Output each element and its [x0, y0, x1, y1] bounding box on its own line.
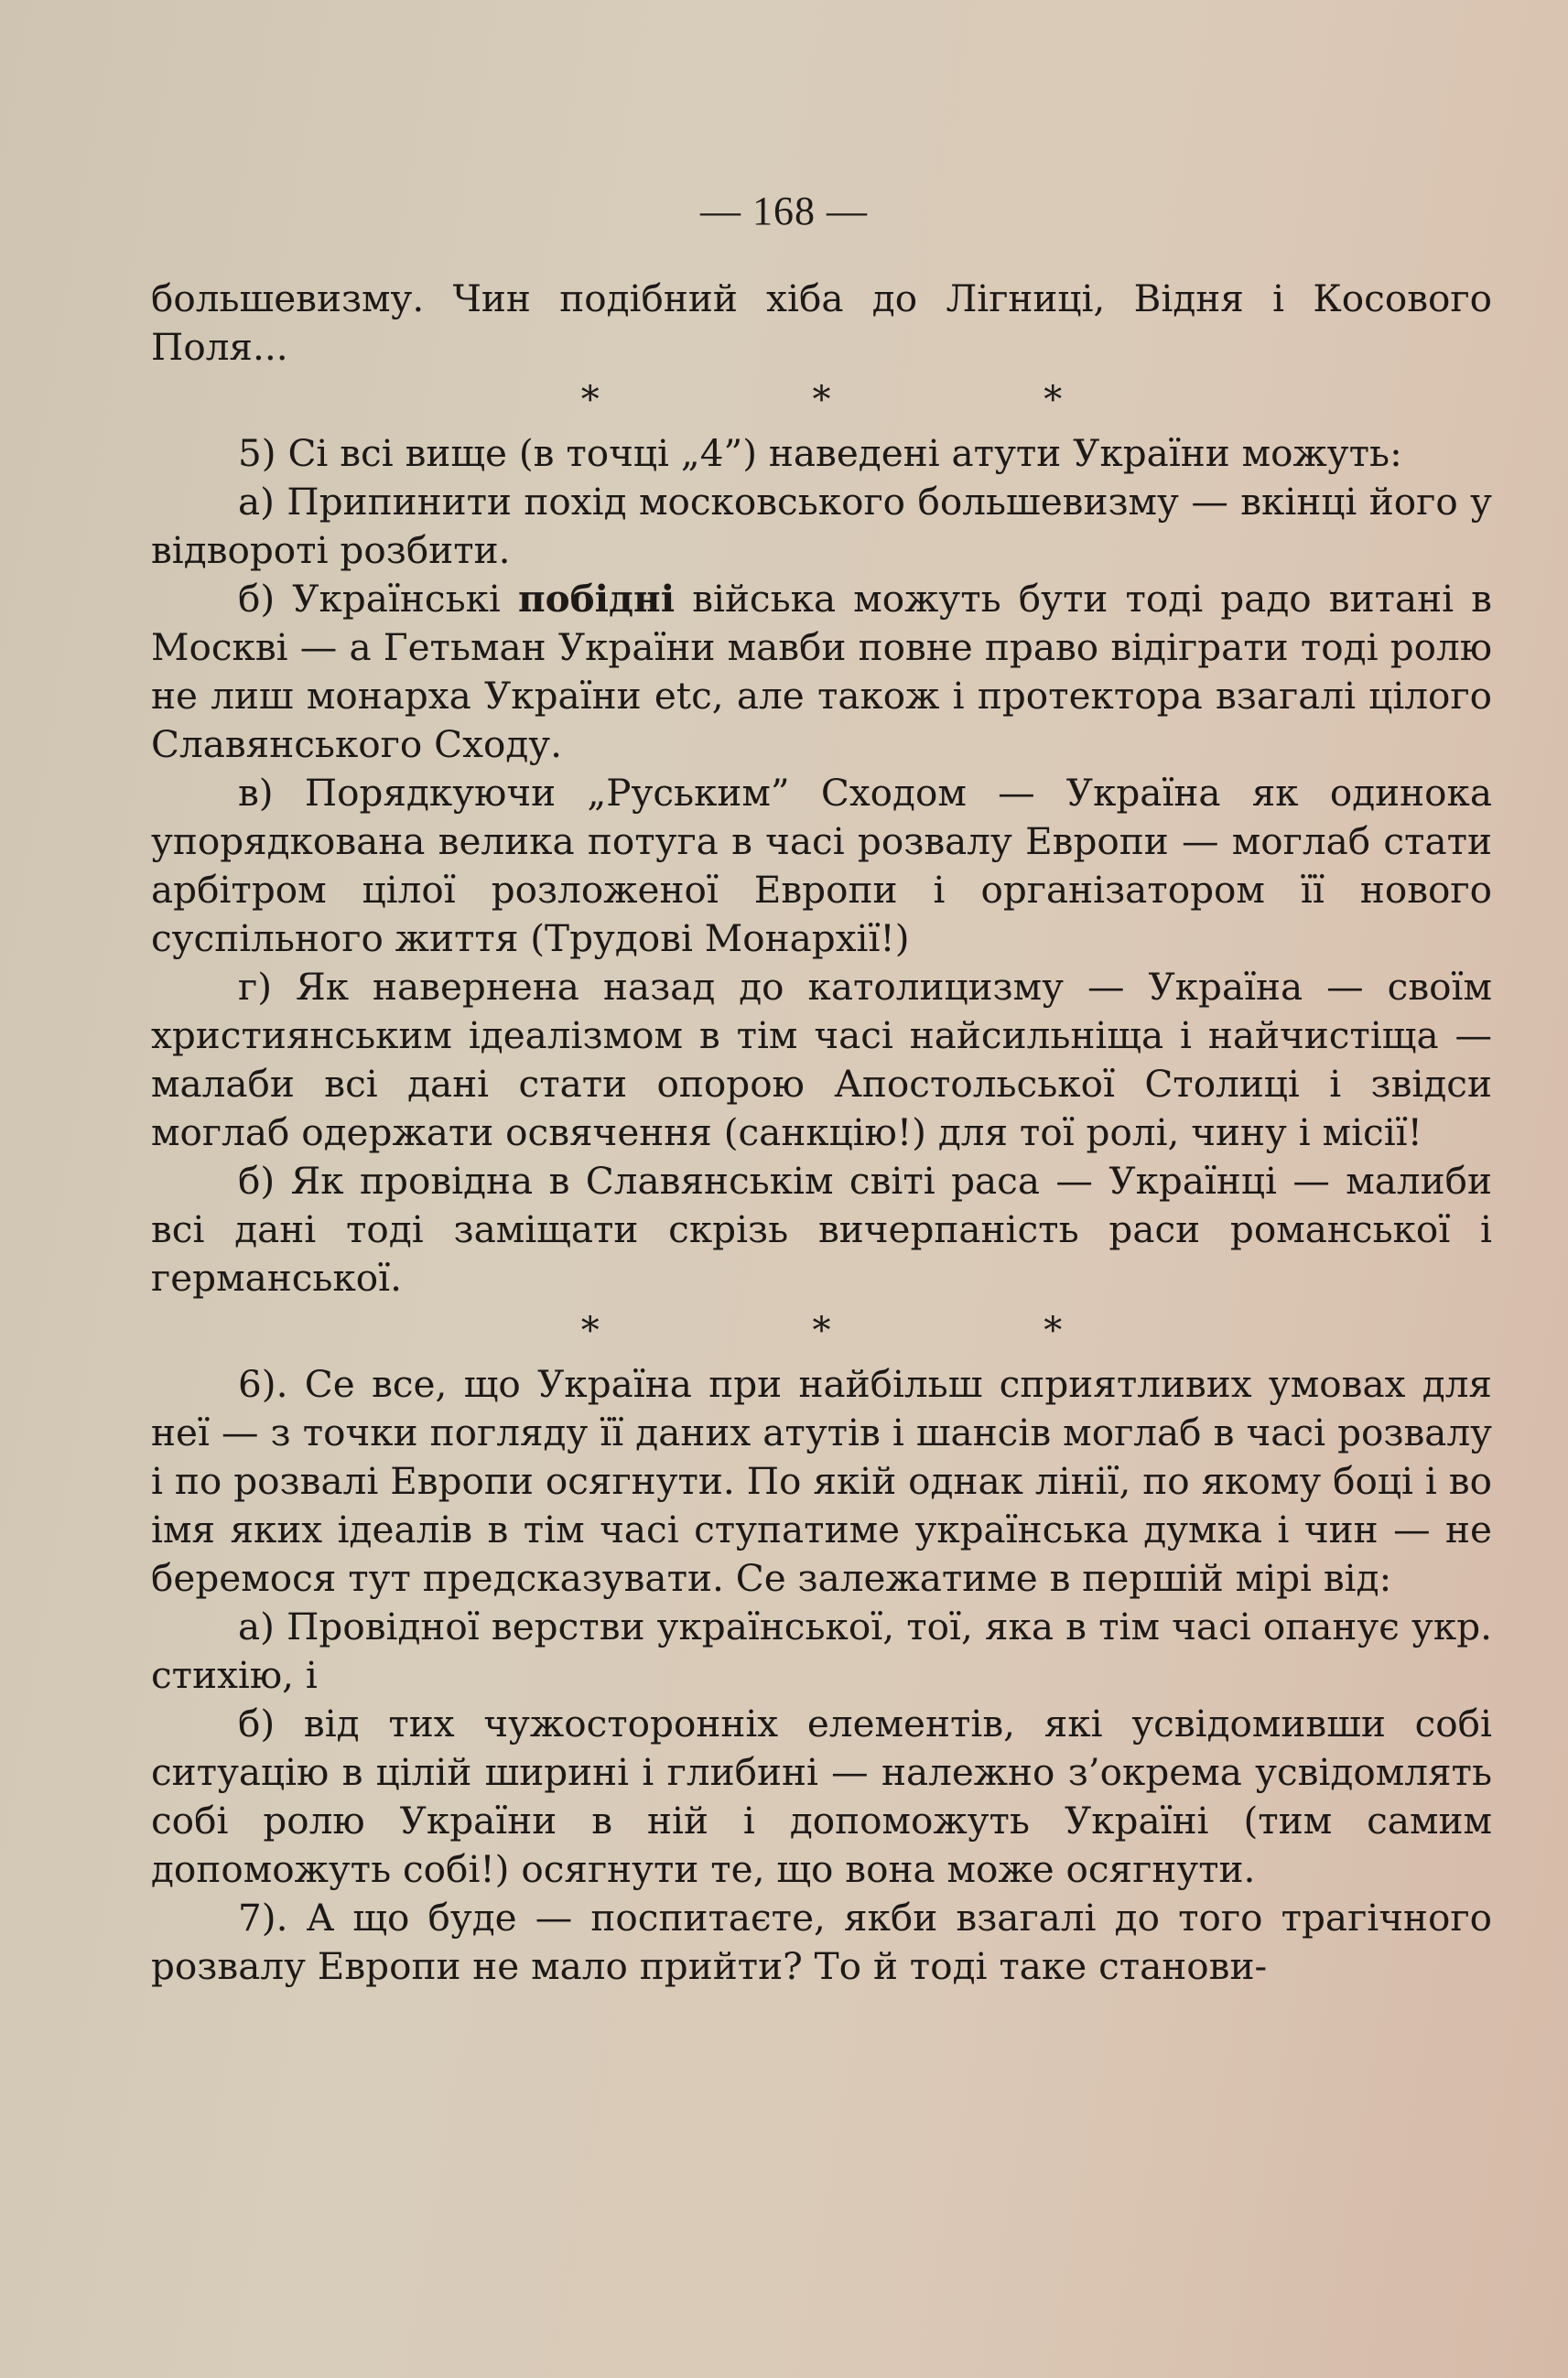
paragraph-continuation: большевизму. Чин подібний хіба до Лігниці, Відня і Косового Поля...	[151, 276, 1492, 369]
paragraph-point-5d: б) Як провідна в Славянськім світі раса — Українці — малиби всі дані тоді заміщати скрізь вичерпаність раси романської і германської.	[151, 1159, 1492, 1300]
paragraph-point-5a: а) Припинити похід московського большевизму — вкінці його у відвороті розбити.	[151, 480, 1492, 572]
paragraph-point-7: 7). А що буде — поспитаєте, якби взагалі до того трагічного розвалу Европи не мало прийти? То й тоді таке станови-	[151, 1896, 1492, 1988]
paragraph-point-6b: б) від тих чужосторонніх елементів, які усвідомивши собі ситуацію в цілій ширині і глибині — належно з’окрема усвідомлять собі ролю України в ній і допоможуть Україні (тим самим допоможуть собі!) осягнути те, що вона може осягнути.	[151, 1702, 1492, 1891]
paragraph-point-5b	[151, 575, 1492, 769]
paragraph-point-5b-start: б) Українські	[238, 577, 518, 621]
paragraph-point-5b-end: війська можуть бути тоді радо витані в Москві — а Гетьман України мавби повне право відіграти тоді ролю не лиш монарха України etc, але також і протектора взагалі цілого Славянського Сходу.	[151, 577, 1492, 766]
paragraph-point-5g: г) Як навернена назад до католицизму — Україна — своїм християнським ідеалізмом в тім часі найсильніща і найчистіща — малаби всі дані стати опорою Апостольської Столиці і звідси моглаб одержати освячення (санкцію!) для тої ролі, чину і місії!	[151, 965, 1492, 1154]
section-separator: * * *	[580, 379, 1163, 421]
paragraph-point-6: 6). Се все, що Україна при найбільш сприятливих умовах для неї — з точки погляду її даних атутів і шансів моглаб в часі розвалу і по розвалі Европи осягнути. По якій однак лінії, по якому боці і во імя яких ідеалів в тім часі ступатиме українська думка і чин — не беремося тут предсказувати. Се залежатиме в першій мірі від:	[151, 1362, 1492, 1600]
paragraph-point-6a: а) Провідної верстви української, тої, яка в тім часі опанує укр. стихію, і	[151, 1605, 1492, 1697]
paragraph-point-5: 5) Сі всі вище (в точці „4”) наведені атути України можуть:	[238, 431, 1402, 475]
bold-word: побідні	[518, 577, 676, 621]
section-separator: * * *	[580, 1310, 1163, 1352]
page-body	[151, 275, 1492, 1991]
paragraph-point-5v: в) Порядкуючи „Руським” Сходом — Україна як одинока упорядкована велика потуга в часі розвалу Европи — моглаб стати арбітром цілої розложеної Европи і організатором її нового суспільного життя (Трудові Монархії!)	[151, 771, 1492, 960]
page-number: — 168 —	[700, 189, 868, 233]
